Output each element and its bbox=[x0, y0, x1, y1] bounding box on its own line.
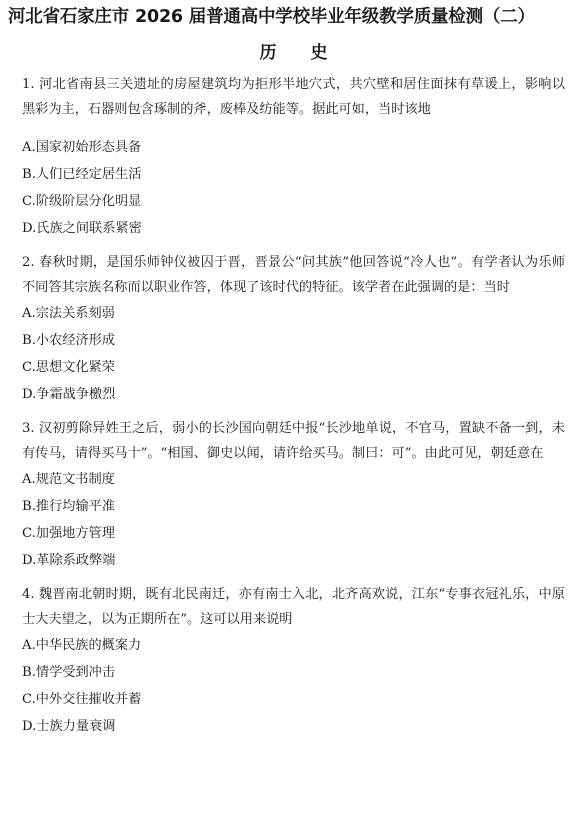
option-b: B.小农经济形成 bbox=[22, 333, 116, 348]
question-4 bbox=[22, 582, 565, 740]
option-a: A.中华民族的概案力 bbox=[22, 638, 142, 653]
option-b: B.人们已经定居生活 bbox=[22, 167, 142, 182]
question-3 bbox=[22, 416, 565, 574]
option-c: C.阶级阶层分化明显 bbox=[22, 194, 142, 209]
question-stem: 2. 春秋时期，是国乐师钟仪被囚于晋，晋景公“问其族”他回答说“冷人也”。有学者认为乐师不同答其宗族名称而以职业作答，体现了该时代的特征。该学者在此强调的是：当时 bbox=[22, 255, 565, 295]
question-1 bbox=[22, 72, 565, 242]
question-stem: 4. 魏晋南北朝时期，既有北民南迁，亦有南士入北，北齐高欢说，江东“专事衣冠礼乐，中原士大夫望之，以为正期所在”。这可以用来说明 bbox=[22, 587, 565, 627]
option-d: D.士族力量衰调 bbox=[22, 719, 116, 734]
question-2 bbox=[22, 250, 565, 408]
question-stem: 1. 河北省南县三关遗址的房屋建筑均为拒形半地穴式，共穴壁和居住面抹有草谖上，影响以黑彩为主，石器则包含琢制的斧，废棒及纺能等。据此可如，当时该地 bbox=[22, 77, 565, 117]
option-a: A.宗法关系刻弱 bbox=[22, 306, 115, 321]
option-c: C.中外交往摧收并蓄 bbox=[22, 692, 142, 707]
option-b: B.情学受到冲击 bbox=[22, 665, 116, 680]
option-d: D.革除系政弊端 bbox=[22, 553, 116, 568]
question-stem: 3. 汉初剪除异姓王之后，弱小的长沙国向朝廷中报“长沙地单说，不官马，置缺不备一到，未有传马，请得买马十”。“相国、御史以闻，请许给买马。制曰：可”。由此可见，朝廷意在 bbox=[22, 421, 565, 461]
exam-title: 河北省石家庄市 2026 届普通高中学校毕业年级教学质量检测（二） bbox=[8, 7, 535, 27]
option-d: D.氏族之间联系紧密 bbox=[22, 221, 142, 236]
subject-title: 历 史 bbox=[259, 43, 342, 63]
option-a: A.规范文书制度 bbox=[22, 472, 115, 487]
option-b: B.推行均输平准 bbox=[22, 499, 116, 514]
option-c: C.加强地方管理 bbox=[22, 526, 115, 541]
option-c: C.思想文化紧荣 bbox=[22, 360, 115, 375]
option-d: D.争霜战争檄烈 bbox=[22, 387, 116, 402]
option-a: A.国家初始形态具备 bbox=[22, 140, 142, 155]
